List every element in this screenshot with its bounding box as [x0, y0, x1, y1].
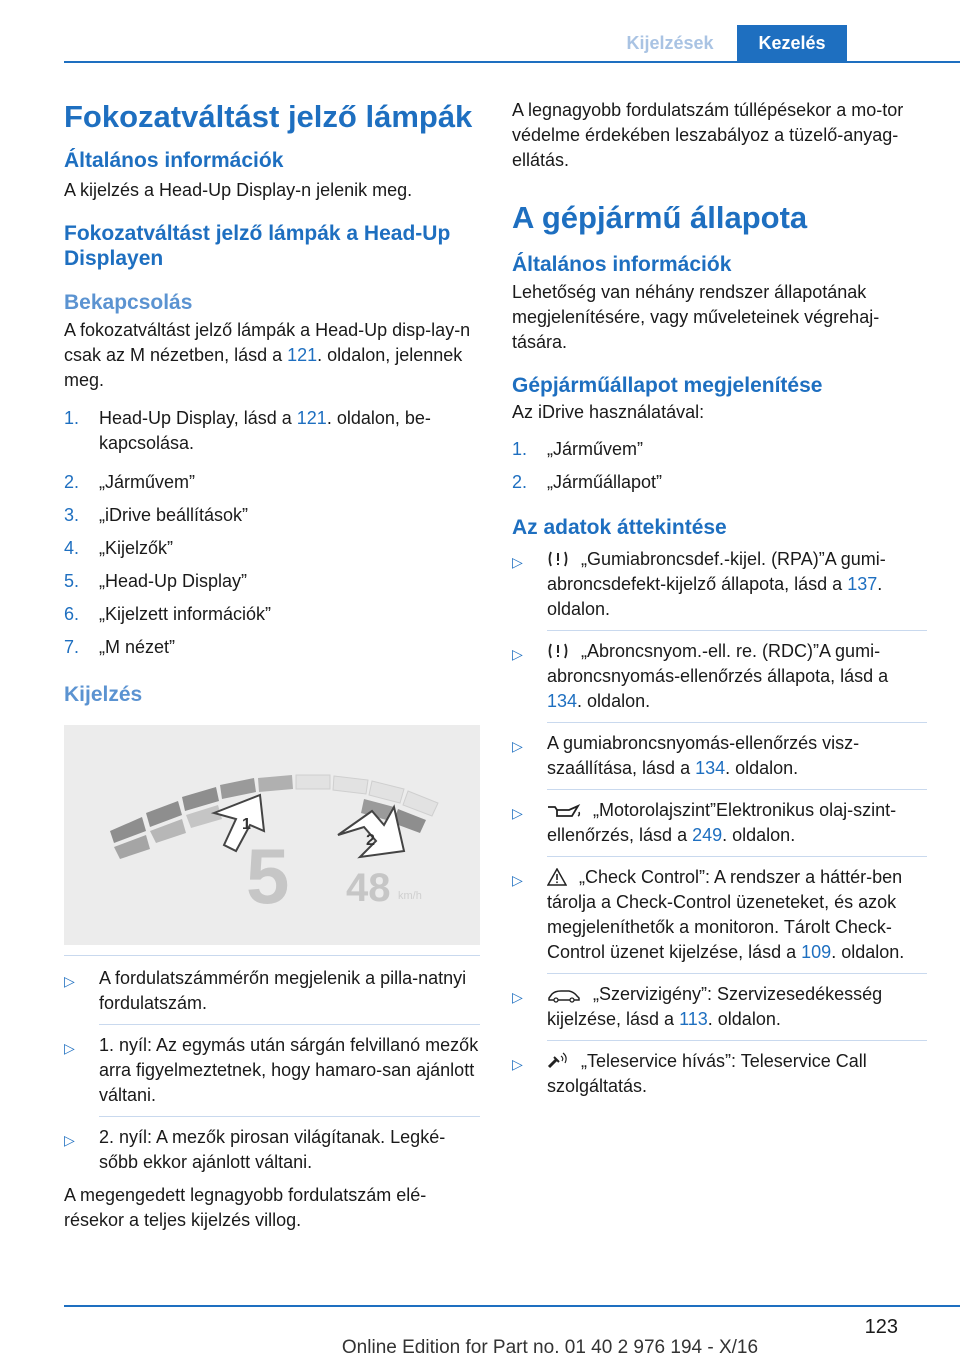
gear-indicator: 5: [246, 832, 290, 921]
list-item: ▷ „Motorolajszint”Elektronikus olaj-szint-ellenőrzés, lásd a 249. oldalon.: [512, 800, 897, 846]
step-list: [64, 406, 480, 660]
paragraph-end: A megengedett legnagyobb fordulatszám elé-résekor a teljes kijelzés villog.: [64, 1185, 427, 1231]
step-list-right: [512, 437, 927, 495]
speed-readout: 48: [346, 866, 391, 911]
page-link[interactable]: 109: [801, 942, 832, 963]
page-link[interactable]: 249: [692, 825, 723, 846]
warning-triangle-icon: [547, 868, 567, 886]
overview-list: [512, 547, 927, 1107]
page-link[interactable]: 137: [847, 574, 878, 595]
oil-can-icon: [547, 803, 581, 819]
paragraph-top: A legnagyobb fordulatszám túllépésekor a mo-tor védelme érdekében leszabályoz a tüzelő-anyag-ellátás.: [512, 100, 904, 170]
header-tab-kijelzesek: Kijelzések: [626, 32, 714, 53]
bullet-list: [64, 956, 480, 1183]
left-column: [64, 98, 480, 1233]
right-column: [512, 98, 927, 1107]
list-item: 1. Head-Up Display, lásd a 121. oldalon, be-kapcsolása.: [64, 407, 431, 453]
service-car-icon: [547, 989, 581, 1003]
heading-bekapcsolas: Bekapcsolás: [64, 291, 193, 315]
list-item: ▷ „Teleservice hívás”: Teleservice Call szolgáltatás.: [512, 1051, 867, 1097]
arrow-1-label: 1: [242, 816, 251, 834]
heading-general-right: Általános információk: [512, 253, 732, 277]
paragraph-general: A kijelzés a Head-Up Display-n jelenik meg.: [64, 179, 413, 200]
footer-rule: [64, 1305, 960, 1307]
list-item: ▷ „Abroncsnyom.-ell. re. (RDC)”A gumi-abroncsnyomás-ellenőrzés állapota, lásd a 134. oldalon.: [512, 641, 889, 712]
heading-general: Általános információk: [64, 149, 284, 173]
list-item: 7. „M nézet”: [64, 636, 176, 657]
list-item: 5. „Head-Up Display”: [64, 570, 248, 591]
list-item: ▷ 2. nyíl: A mezők pirosan világítanak. Legké-sőbb ekkor ajánlott váltani.: [64, 1127, 446, 1173]
list-item: 3. „iDrive beállítások”: [64, 504, 249, 525]
heading-hud: Fokozatváltást jelző lámpák a Head-Up Displayen: [64, 221, 451, 271]
tire-warning-icon: [547, 550, 569, 568]
list-item: 4. „Kijelzők”: [64, 537, 174, 558]
heading-kijelzes: Kijelzés: [64, 682, 143, 706]
page-link[interactable]: 113: [679, 1009, 708, 1030]
shift-light-illustration: [64, 725, 480, 945]
list-item: 2. „Járművem”: [64, 471, 196, 492]
heading-overview: Az adatok áttekintése: [512, 516, 727, 540]
arrow-2-label: 2: [366, 832, 375, 850]
teleservice-icon: [547, 1052, 569, 1070]
paragraph-bekapcsolas: A fokozatváltást jelző lámpák a Head-Up disp-lay-n csak az M nézetben, lásd a 121. oldalon, jelennek meg.: [64, 319, 471, 390]
list-item: ▷ „Gumiabroncsdef.-kijel. (RPA)”A gumi-abroncsdefekt-kijelző állapota, lásd a 137. oldalon.: [512, 549, 886, 620]
speed-unit: km/h: [398, 890, 422, 903]
page-number: 123: [864, 1316, 898, 1338]
heading-show-status: Gépjárműállapot megjelenítése: [512, 373, 823, 397]
page-link[interactable]: 121: [287, 344, 318, 365]
header-rule: [64, 61, 960, 63]
shift-light-figure: [64, 725, 480, 945]
paragraph-general-right: Lehetőség van néhány rendszer állapotának megjelenítésére, vagy műveleteinek végrehaj-tására.: [512, 281, 880, 352]
page-link[interactable]: 134: [547, 691, 578, 712]
list-item: ▷ A gumiabroncsnyomás-ellenőrzés visz-szaállítása, lásd a 134. oldalon.: [512, 733, 860, 779]
header-tab-kezeles: Kezelés: [737, 25, 847, 61]
tire-warning-icon: [547, 642, 569, 660]
list-item: 1. „Járművem”: [512, 439, 644, 460]
section-title: Fokozatváltást jelző lámpák: [64, 99, 473, 134]
list-item: ▷ 1. nyíl: Az egymás után sárgán felvillanó mezők arra figyelmeztetnek, hogy hamaro-san ajánlott váltani.: [64, 1035, 479, 1106]
list-item: 6. „Kijelzett információk”: [64, 603, 272, 624]
paragraph-show-status: Az iDrive használatával:: [512, 402, 705, 423]
edition-footer: Online Edition for Part no. 01 40 2 976 194 - X/16: [341, 1337, 759, 1358]
list-item: ▷ A fordulatszámmérőn megjelenik a pilla-natnyi fordulatszám.: [64, 968, 467, 1014]
list-item: ▷ „Szervizigény”: Szervizesedékesség kijelzése, lásd a 113. oldalon.: [512, 984, 883, 1030]
page-link[interactable]: 134: [695, 758, 726, 779]
section-title-vehicle: A gépjármű állapota: [512, 200, 808, 235]
list-item: 2. „Járműállapot”: [512, 472, 663, 493]
list-item: ▷ „Check Control”: A rendszer a háttér-ben tárolja a Check-Control üzeneteket, és azok megjeleníthetők a monitoron. Tárolt Check-Control üzenet kijelzése, lásd a 109. oldalon.: [512, 867, 905, 963]
page-link[interactable]: 121: [296, 407, 327, 428]
